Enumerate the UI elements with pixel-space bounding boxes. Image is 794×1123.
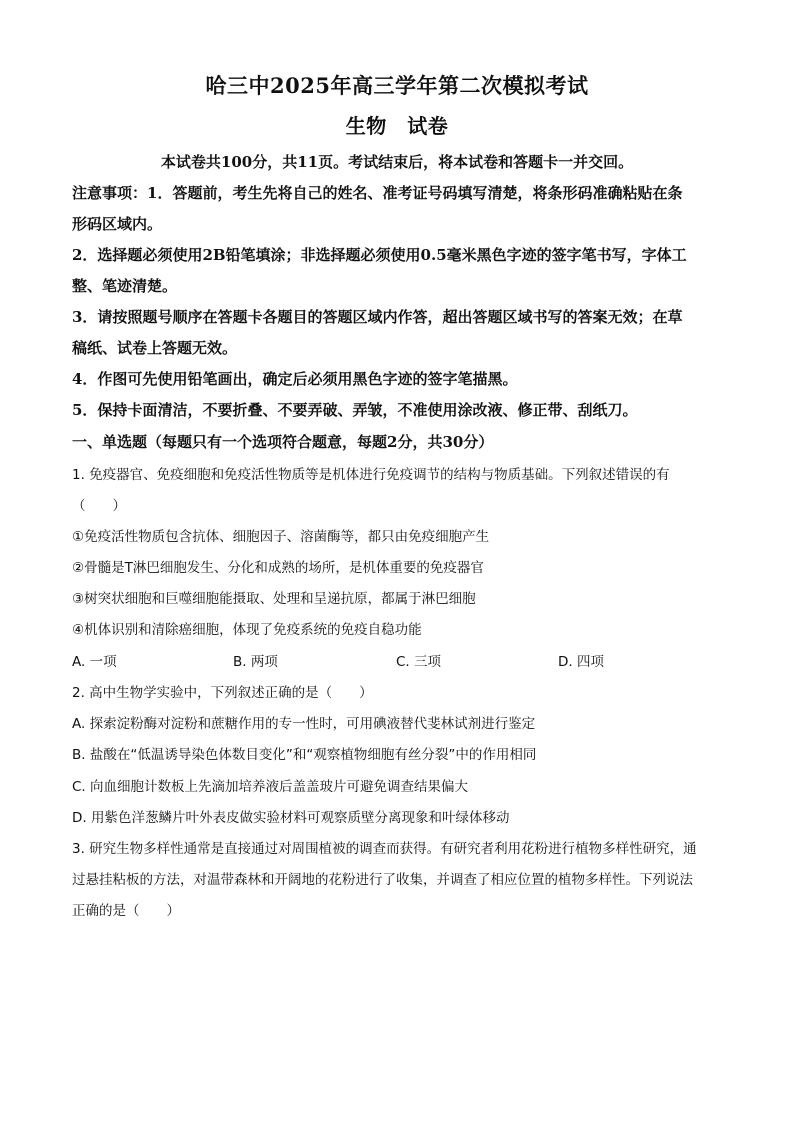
- q1-option-a: A. 一项: [72, 654, 117, 670]
- notice-1: 注意事项：1．答题前，考生先将自己的姓名、准考证号码填写清楚，将条形码准确粘贴在条: [72, 184, 683, 202]
- exam-subtitle: 生物 试卷: [345, 114, 449, 138]
- exam-title: 哈三中2025年高三学年第二次模拟考试: [205, 73, 589, 98]
- q3-stem-line-2: 过悬挂粘板的方法，对温带森林和开阔地的花粉进行了收集，并调查了相应位置的植物多样性。下列说法: [72, 872, 693, 888]
- q1-option-b: B. 两项: [233, 654, 278, 670]
- q2-stem: 2. 高中生物学实验中，下列叙述正确的是（ ）: [72, 685, 373, 701]
- q1-stem: 1. 免疫器官、免疫细胞和免疫活性物质等是机体进行免疫调节的结构与物质基础。下列叙述错误的有: [72, 467, 670, 483]
- notice-4: 4．作图可先使用铅笔画出，确定后必须用黑色字迹的签字笔描黑。: [72, 370, 518, 388]
- q1-option-c: C. 三项: [396, 654, 442, 670]
- q1-stem-paren: （ ）: [72, 498, 126, 514]
- intro-text: 本试卷共100分，共11页。考试结束后，将本试卷和答题卡一并交回。: [160, 153, 634, 171]
- q1-option-d: D. 四项: [558, 654, 604, 670]
- q3-stem-line-3: 正确的是（ ）: [72, 903, 180, 919]
- notice-2-cont: 整、笔迹清楚。: [72, 277, 178, 295]
- q2-option-d: D. 用紫色洋葱鳞片叶外表皮做实验材料可观察质壁分离现象和叶绿体移动: [72, 810, 510, 826]
- notice-1-cont: 形码区域内。: [72, 215, 163, 233]
- q2-option-b: B. 盐酸在“低温诱导染色体数目变化”和“观察植物细胞有丝分裂”中的作用相同: [72, 747, 537, 763]
- q1-statement-2: ②骨髓是T淋巴细胞发生、分化和成熟的场所，是机体重要的免疫器官: [72, 560, 484, 576]
- q1-statement-3: ③树突状细胞和巨噬细胞能摄取、处理和呈递抗原，都属于淋巴细胞: [72, 591, 476, 607]
- q1-statement-1: ①免疫活性物质包含抗体、细胞因子、溶菌酶等，都只由免疫细胞产生: [72, 529, 490, 545]
- q2-option-a: A. 探索淀粉酶对淀粉和蔗糖作用的专一性时，可用碘液替代斐林试剂进行鉴定: [72, 716, 536, 732]
- notice-3-cont: 稿纸、试卷上答题无效。: [72, 339, 238, 357]
- q2-option-c: C. 向血细胞计数板上先滴加培养液后盖盖玻片可避免调查结果偏大: [72, 779, 469, 795]
- notice-2: 2．选择题必须使用2B铅笔填涂；非选择题必须使用0.5毫米黑色字迹的签字笔书写，字体工: [72, 246, 687, 264]
- q3-stem-line-1: 3. 研究生物多样性通常是直接通过对周围植被的调查而获得。有研究者利用花粉进行植物多样性研究，通: [72, 841, 697, 857]
- q1-statement-4: ④机体识别和清除癌细胞，体现了免疫系统的免疫自稳功能: [72, 622, 422, 638]
- section-heading: 一、单选题（每题只有一个选项符合题意，每题2分，共30分）: [72, 433, 494, 451]
- q1-options: [72, 650, 724, 670]
- notice-3: 3．请按照题号顺序在答题卡各题目的答题区域内作答，超出答题区域书写的答案无效；在草: [72, 308, 683, 326]
- notice-5: 5．保持卡面清洁，不要折叠、不要弄破、弄皱，不准使用涂改液、修正带、刮纸刀。: [72, 401, 638, 419]
